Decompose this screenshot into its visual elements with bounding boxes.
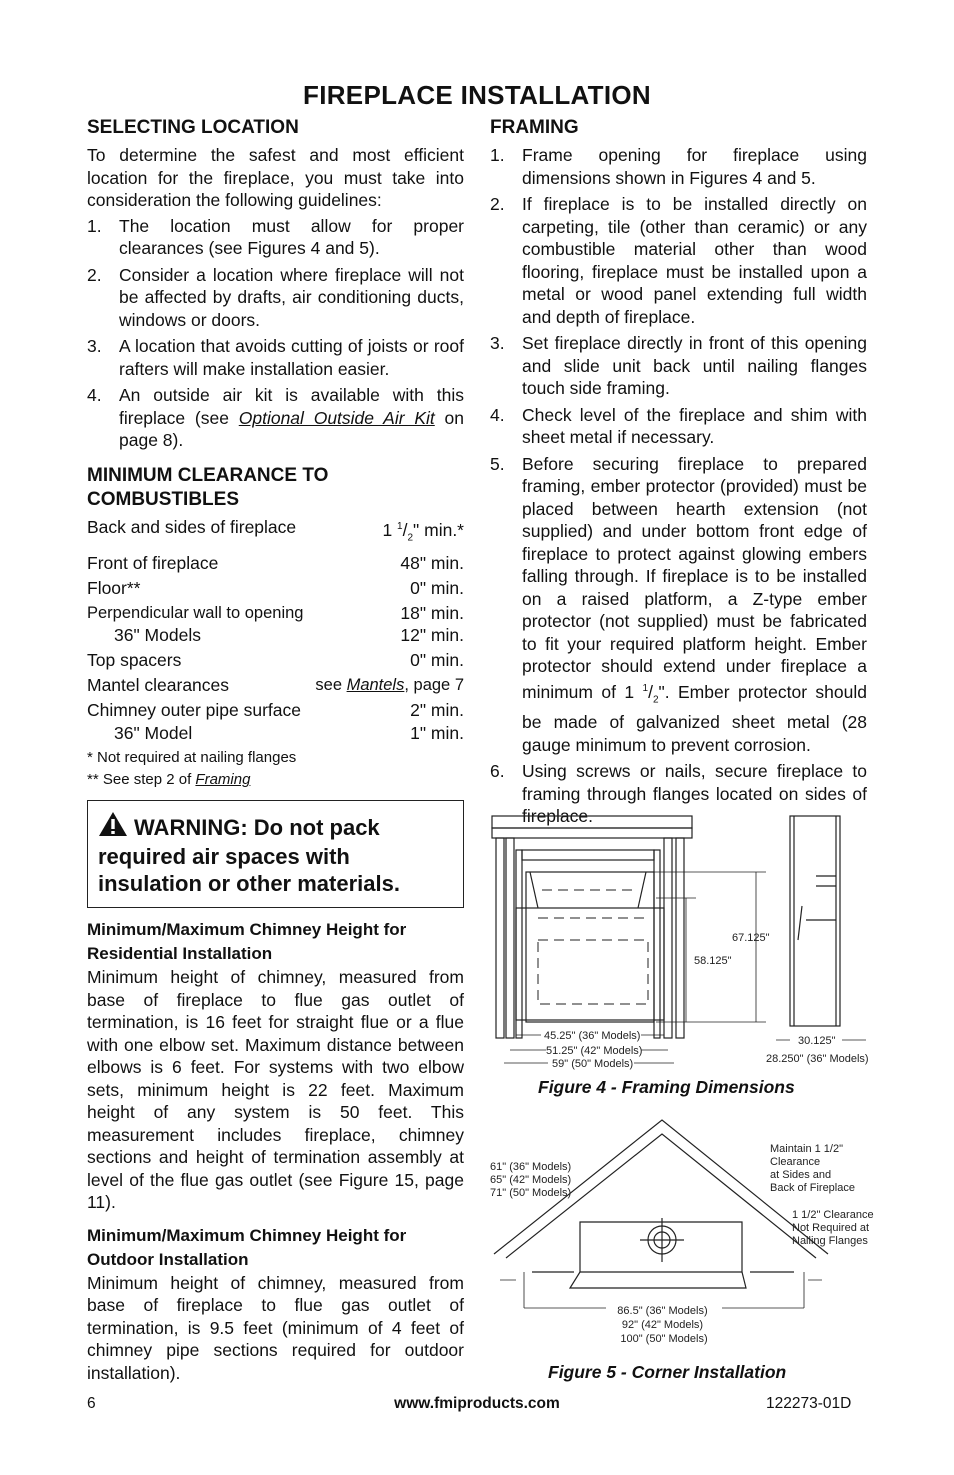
list-item: 2. Consider a location where fireplace will not be affected by drafts, air conditioning ducts, windows or doors. bbox=[87, 264, 464, 330]
residential-heading: Minimum/Maximum Chimney Height for Residential Installation bbox=[87, 920, 407, 964]
warning-box bbox=[87, 800, 464, 908]
table-row: Floor** 0" min. bbox=[87, 577, 464, 598]
list-item: 1. The location must allow for proper clearances (see Figures 4 and 5). bbox=[87, 215, 464, 258]
dim-depth: 30.125" bbox=[798, 1035, 836, 1047]
figure-5-caption: Figure 5 - Corner Installation bbox=[548, 1362, 787, 1382]
website-url[interactable]: www.fmiproducts.com bbox=[394, 1395, 560, 1412]
list-item: 4. An outside air kit is available with this fireplace (see Optional Outside Air Kit on page 8). bbox=[87, 385, 464, 450]
list-item: 2. If fireplace is to be installed directly on carpeting, tile (other than ceramic) or any combustible material other than wood flooring, fireplace must be installed upon a metal or wood panel extending full width and depth of fireplace. bbox=[490, 194, 867, 327]
dim-width-36: 45.25" (36" Models) bbox=[544, 1030, 641, 1042]
list-item: 4. Check level of the fireplace and shim with sheet metal if necessary. bbox=[490, 404, 867, 447]
left-column bbox=[87, 116, 464, 1384]
footnote-2: ** See step 2 of Framing bbox=[87, 771, 251, 789]
list-item: 6. Using screws or nails, secure fireplace to framing through flanges located on sides of fireplace. bbox=[490, 761, 867, 827]
outdoor-text: Minimum height of chimney, measured from base of fireplace to flue gas outlet of termination, is 9.5 feet (minimum of 4 feet of chimney pipe sections required for outdoor installation). bbox=[87, 1272, 464, 1383]
dim-height-1: 67.125" bbox=[732, 932, 770, 944]
dim-depth-36: 28.250" (36" Models) bbox=[766, 1053, 869, 1065]
clearance-heading: MINIMUM CLEARANCE TO COMBUSTIBLES bbox=[87, 464, 329, 510]
page-number: 6 bbox=[87, 1395, 96, 1412]
residential-text: Minimum height of chimney, measured from base of fireplace to flue gas outlet of termination, is 16 feet for straight flue or a flue with one elbow set. Maximum distance between elbows is 6 feet. For systems with two elbow sets, minimum height is 22 feet. Maximum height of any system is 50 feet. This measurement includes fireplace, chimney sections and height of termination assembly at level of the flue gas outlet (see Figure 15, page 11). bbox=[87, 967, 464, 1213]
page-title: FIREPLACE INSTALLATION bbox=[303, 80, 651, 110]
selecting-list bbox=[87, 215, 464, 452]
mantels-link[interactable]: Mantels bbox=[346, 676, 405, 695]
selecting-heading: SELECTING LOCATION bbox=[87, 117, 299, 138]
dim-height-2: 58.125" bbox=[694, 955, 732, 967]
framing-heading: FRAMING bbox=[490, 117, 579, 138]
warning-icon bbox=[98, 811, 128, 843]
list-item: 5. Before securing fireplace to prepared framing, ember protector (provided) must be placed between hearth extension (not supplied) and under bottom front edge of fireplace to protect against glowing embers falling through. If fireplace is to be installed on a raised platform, a Z-type ember protector (not supplied) must be fabricated to fit your required platform height. Ember protector should extend under fireplace a minimum of 1 $^1/_2$". Ember protector should be made of galvanized sheet metal (28 gauge minimum to prevent corrosion. bbox=[490, 453, 867, 755]
fig5-left-labels: 61" (36" Models) 65" (42" Models) 71" (50" Models) bbox=[490, 1161, 572, 1199]
document-code: 122273-01D bbox=[766, 1395, 852, 1412]
fig5-bottom-labels: 86.5" (36" Models) 92" (42" Models) 100" (50" Models) bbox=[617, 1305, 708, 1345]
table-row: Front of fireplace 48" min. bbox=[87, 552, 464, 573]
list-item: 3. Set fireplace directly in front of this opening and slide unit back until nailing flanges touch side framing. bbox=[490, 333, 867, 398]
table-row: 36" Models 12" min. bbox=[114, 625, 464, 646]
outside-air-kit-link[interactable]: Optional Outside Air Kit bbox=[238, 407, 435, 428]
corner-installation-figure bbox=[486, 1112, 886, 1357]
table-row: 36" Model 1" min. bbox=[114, 722, 464, 743]
fig5-right-labels-2: 1 1/2" Clearance Not Required at Nailing Flanges bbox=[792, 1209, 874, 1247]
table-row: Mantel clearances see Mantels, page 7 bbox=[87, 675, 464, 696]
framing-dimensions-figure bbox=[486, 810, 886, 1070]
framing-link[interactable]: Framing bbox=[195, 771, 251, 789]
right-column bbox=[490, 116, 867, 832]
list-item: 1. Frame opening for fireplace using dimensions shown in Figures 4 and 5. bbox=[490, 145, 867, 188]
warning-text: WARNING: Do not pack required air spaces with insulation or other materials. bbox=[98, 815, 400, 897]
clearance-table bbox=[87, 516, 464, 745]
table-row: Back and sides of fireplace 1 $^1/_2$" min.* bbox=[87, 516, 464, 543]
figure-4-caption: Figure 4 - Framing Dimensions bbox=[538, 1077, 795, 1097]
selecting-intro: To determine the safest and most efficient location for the fireplace, you must take into consideration the following guidelines: bbox=[87, 145, 464, 210]
table-row: Perpendicular wall to opening 18" min. bbox=[87, 602, 464, 623]
table-row: Chimney outer pipe surface 2" min. bbox=[87, 700, 464, 721]
dim-width-50: 59" (50" Models) bbox=[552, 1058, 634, 1070]
footnote-1: * Not required at nailing flanges bbox=[87, 749, 297, 767]
framing-list bbox=[490, 144, 867, 828]
outdoor-heading: Minimum/Maximum Chimney Height for Outdoor Installation bbox=[87, 1225, 407, 1269]
fig5-right-labels-1: Maintain 1 1/2" Clearance at Sides and Back of Fireplace bbox=[770, 1143, 855, 1194]
dim-width-42: 51.25" (42" Models) bbox=[546, 1045, 643, 1057]
list-item: 3. A location that avoids cutting of joists or roof rafters will make installation easier. bbox=[87, 336, 464, 379]
table-row: Top spacers 0" min. bbox=[87, 650, 464, 671]
